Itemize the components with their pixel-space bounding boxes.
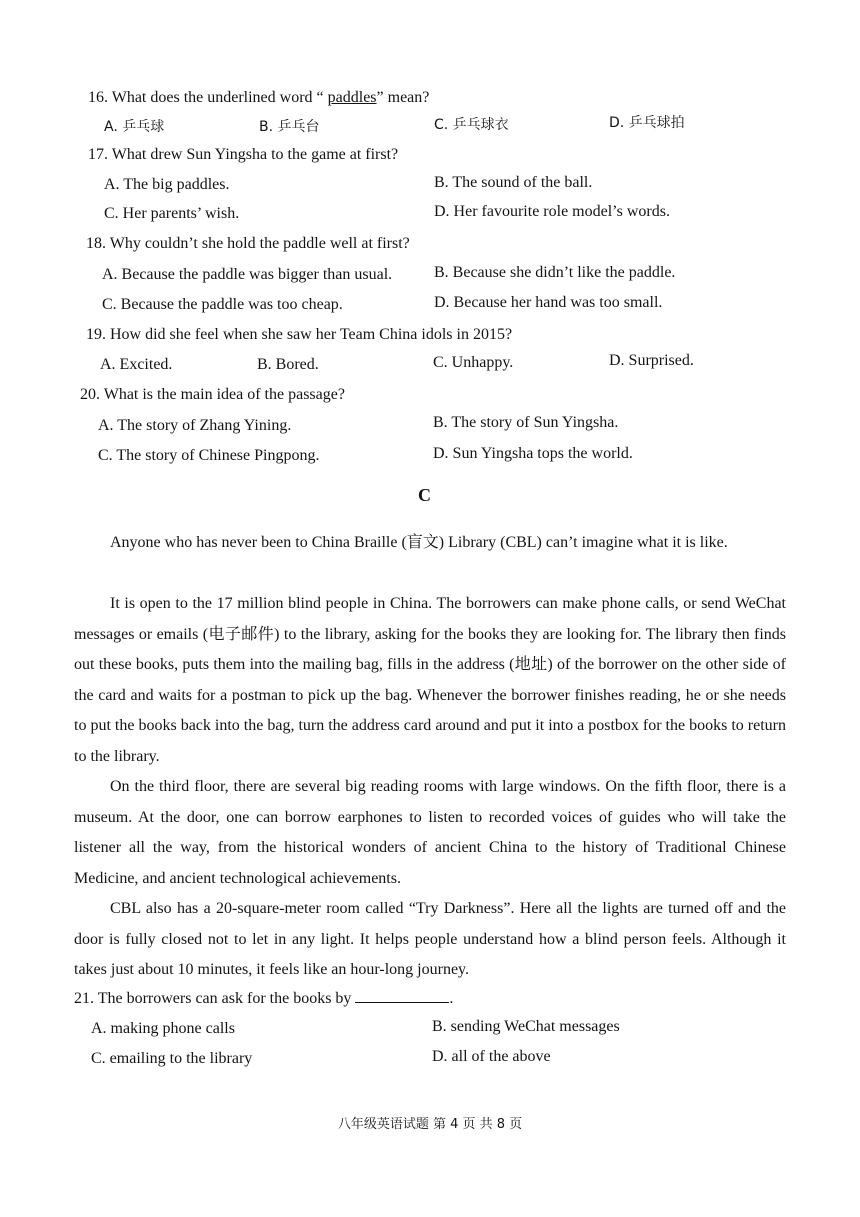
question-20-option-c: C. The story of Chinese Pingpong. [98, 447, 320, 464]
question-16-stem [88, 88, 429, 108]
question-17-option-b: B. The sound of the ball. [434, 174, 593, 191]
question-18-option-a: A. Because the paddle was bigger than usual. [102, 266, 393, 283]
question-20-stem: 20. What is the main idea of the passage? [80, 386, 345, 403]
question-21-stem-pre: 21. The borrowers can ask for the books by [74, 990, 356, 1007]
question-18-option-d: D. Because her hand was too small. [434, 294, 663, 311]
question-19-option-d: D. Surprised. [609, 352, 694, 369]
question-21-option-c: C. emailing to the library [91, 1050, 253, 1067]
question-20-option-d: D. Sun Yingsha tops the world. [433, 445, 633, 462]
passage-paragraph-3-text: On the third floor, there are several big reading rooms with large windows. On the fifth floor, there is a museum. At the door, one can borrow earphones to listen to recorded voices of guides who will take the listener all the way, from the historical wonders of ancient China to the history of Traditional Chinese Medicine, and ancient technological achievements. [74, 778, 786, 887]
question-16-option-a: A. 乒乓球 [104, 119, 165, 135]
question-21-stem-post: . [449, 990, 454, 1007]
question-16-option-c: C. 乒乓球衣 [434, 117, 509, 133]
question-19-option-a: A. Excited. [100, 356, 173, 373]
question-17-option-c: C. Her parents’ wish. [104, 205, 240, 222]
question-19-stem: 19. How did she feel when she saw her Team China idols in 2015? [86, 326, 513, 343]
passage-paragraph-2-text: It is open to the 17 million blind people in China. The borrowers can make phone calls, or send WeChat messages or emails (电子邮件) to the library, asking for the books they are looking for. The library then finds out these books, puts them into the mailing bag, fills in the address (地址) of the borrower on the other side of the card and waits for a postman to pick up the bag. Whenever the borrower finishes reading, he or she needs to put the books back into the bag, turn the address card around and put it into a postbox for the books to return to the library. [74, 595, 786, 765]
passage-paragraph-1 [74, 528, 786, 559]
question-20-option-b: B. The story of Sun Yingsha. [433, 414, 619, 431]
question-21-option-b: B. sending WeChat messages [432, 1018, 620, 1035]
passage-paragraph-1-text: Anyone who has never been to China Braille (盲文) Library (CBL) can’t imagine what it is like. [110, 534, 728, 551]
question-17-option-a: A. The big paddles. [104, 176, 230, 193]
question-16-stem-post: ” mean? [376, 89, 430, 106]
passage-paragraph-4 [74, 894, 786, 986]
question-16-option-d: D. 乒乓球拍 [609, 115, 685, 131]
question-20-option-a: A. The story of Zhang Yining. [98, 417, 292, 434]
passage-paragraph-2 [74, 589, 786, 772]
question-17-option-d: D. Her favourite role model’s words. [434, 203, 670, 220]
underlined-word: paddles [327, 89, 377, 106]
passage-paragraph-4-text: CBL also has a 20-square-meter room called “Try Darkness”. Here all the lights are turned off and the door is fully closed not to let in any light. It helps people understand how a blind person feels. Although it takes just about 10 minutes, it feels like an hour-long journey. [74, 900, 786, 978]
answer-blank [355, 988, 449, 1003]
question-21-option-a: A. making phone calls [91, 1020, 235, 1037]
passage-paragraph-3 [74, 772, 786, 894]
question-16-option-b: B. 乒乓台 [259, 119, 320, 135]
page-footer: 八年级英语试题 第 4 页 共 8 页 [337, 1117, 523, 1132]
question-19-option-c: C. Unhappy. [433, 354, 514, 371]
question-18-stem: 18. Why couldn’t she hold the paddle well at first? [86, 235, 410, 252]
question-19-option-b: B. Bored. [257, 356, 319, 373]
section-heading: C [418, 485, 431, 505]
question-21-stem [74, 988, 453, 1009]
question-17-stem: 17. What drew Sun Yingsha to the game at first? [88, 146, 399, 163]
question-18-option-b: B. Because she didn’t like the paddle. [434, 264, 676, 281]
question-18-option-c: C. Because the paddle was too cheap. [102, 296, 343, 313]
question-16-stem-pre: 16. What does the underlined word “ [88, 89, 328, 106]
question-21-option-d: D. all of the above [432, 1048, 551, 1065]
